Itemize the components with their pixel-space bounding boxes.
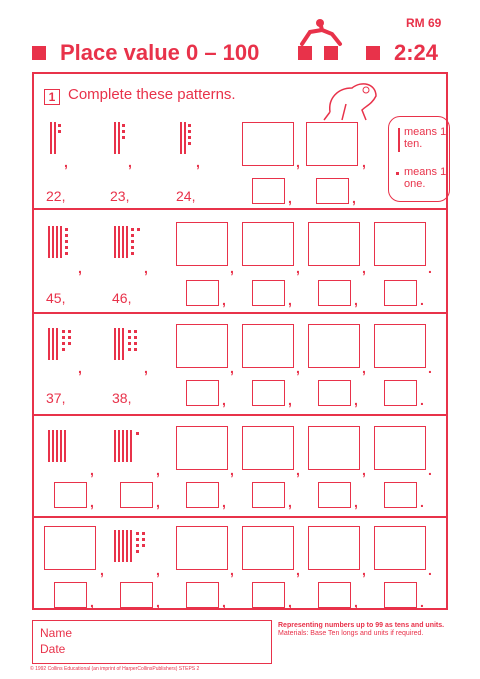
comma: . xyxy=(420,594,424,610)
comma: , xyxy=(288,594,292,610)
number-label: 23, xyxy=(110,188,130,204)
comma: , xyxy=(362,260,366,276)
answer-box[interactable] xyxy=(374,426,426,470)
ten-stick xyxy=(126,226,128,258)
ten-stick xyxy=(184,122,186,154)
page-code: RM 69 xyxy=(406,16,442,30)
ten-stick xyxy=(52,328,54,360)
legend-ten: means 1 ten. xyxy=(404,126,447,150)
number-label: 38, xyxy=(112,390,132,406)
answer-box-small[interactable] xyxy=(186,482,219,508)
question-number: 1 xyxy=(44,89,60,105)
answer-box[interactable] xyxy=(242,122,294,166)
comma: . xyxy=(428,260,432,276)
one-dot-icon xyxy=(396,172,399,175)
unit-dot xyxy=(68,342,71,345)
answer-box-small[interactable] xyxy=(54,482,87,508)
ten-stick xyxy=(50,122,52,154)
unit-dot xyxy=(68,336,71,339)
comma: , xyxy=(196,154,200,170)
unit-dot xyxy=(128,342,131,345)
answer-box-small[interactable] xyxy=(384,380,417,406)
ten-stick xyxy=(122,226,124,258)
number-label: 46, xyxy=(112,290,132,306)
name-label[interactable]: Name xyxy=(40,626,73,640)
ten-stick xyxy=(114,328,116,360)
ten-stick xyxy=(114,530,116,562)
answer-box-small[interactable] xyxy=(318,380,351,406)
answer-box[interactable] xyxy=(242,526,294,570)
comma: , xyxy=(352,190,356,206)
comma: , xyxy=(222,494,226,510)
unit-dot xyxy=(134,348,137,351)
ten-stick xyxy=(118,430,120,462)
answer-box[interactable] xyxy=(176,426,228,470)
answer-box-small[interactable] xyxy=(120,582,153,608)
comma: , xyxy=(144,260,148,276)
ten-stick xyxy=(118,530,120,562)
unit-dot xyxy=(188,124,191,127)
unit-dot xyxy=(62,348,65,351)
ten-stick xyxy=(48,328,50,360)
unit-dot xyxy=(188,142,191,145)
row-divider xyxy=(32,516,448,518)
answer-box-small[interactable] xyxy=(318,280,351,306)
comma: , xyxy=(144,360,148,376)
answer-box-small[interactable] xyxy=(252,280,285,306)
ten-stick xyxy=(52,226,54,258)
time-code: 2:24 xyxy=(394,40,439,65)
unit-dot xyxy=(142,532,145,535)
unit-dot xyxy=(128,348,131,351)
answer-box-small[interactable] xyxy=(252,582,285,608)
comma: , xyxy=(362,462,366,478)
copyright: © 1992 Collins Educational (an imprint of HarperCollinsPublishers) STEPS 2 xyxy=(30,666,200,672)
row-divider xyxy=(32,312,448,314)
unit-dot xyxy=(62,342,65,345)
comma: , xyxy=(354,392,358,408)
answer-box[interactable] xyxy=(306,122,358,166)
unit-dot xyxy=(65,252,68,255)
answer-box[interactable] xyxy=(374,526,426,570)
comma: , xyxy=(90,594,94,610)
unit-dot xyxy=(188,136,191,139)
comma: , xyxy=(296,154,300,170)
answer-box-small[interactable] xyxy=(252,482,285,508)
answer-box[interactable] xyxy=(308,222,360,266)
unit-dot xyxy=(131,240,134,243)
comma: , xyxy=(362,562,366,578)
ten-stick xyxy=(114,430,116,462)
ten-stick xyxy=(56,226,58,258)
answer-box-small[interactable] xyxy=(186,582,219,608)
comma: , xyxy=(222,594,226,610)
ten-stick xyxy=(64,430,66,462)
comma: , xyxy=(222,292,226,308)
answer-box-small[interactable] xyxy=(384,482,417,508)
title-square-left xyxy=(32,46,46,60)
answer-box[interactable] xyxy=(176,324,228,368)
comma: , xyxy=(156,494,160,510)
comma: , xyxy=(362,360,366,376)
comma: . xyxy=(420,392,424,408)
unit-dot xyxy=(65,246,68,249)
comma: , xyxy=(90,494,94,510)
comma: , xyxy=(128,154,132,170)
comma: , xyxy=(296,562,300,578)
answer-box-small[interactable] xyxy=(316,178,349,204)
unit-dot xyxy=(142,544,145,547)
unit-dot xyxy=(58,124,61,127)
unit-dot xyxy=(136,550,139,553)
unit-dot xyxy=(142,538,145,541)
comma: , xyxy=(230,360,234,376)
comma: , xyxy=(156,594,160,610)
ten-stick xyxy=(122,328,124,360)
answer-box[interactable] xyxy=(374,324,426,368)
answer-box-small[interactable] xyxy=(384,582,417,608)
unit-dot xyxy=(137,228,140,231)
ten-stick xyxy=(56,430,58,462)
answer-box-small[interactable] xyxy=(186,280,219,306)
answer-box[interactable] xyxy=(374,222,426,266)
answer-box-small[interactable] xyxy=(186,380,219,406)
comma: , xyxy=(296,260,300,276)
comma: , xyxy=(100,562,104,578)
number-label: 45, xyxy=(46,290,66,306)
unit-dot xyxy=(122,124,125,127)
comma: , xyxy=(64,154,68,170)
comma: , xyxy=(156,562,160,578)
comma: , xyxy=(296,360,300,376)
comma: . xyxy=(420,494,424,510)
comma: , xyxy=(222,392,226,408)
ten-stick-icon xyxy=(398,128,400,152)
answer-box[interactable] xyxy=(242,324,294,368)
answer-box-small[interactable] xyxy=(318,582,351,608)
unit-dot xyxy=(58,130,61,133)
unit-dot xyxy=(65,240,68,243)
ten-stick xyxy=(48,226,50,258)
frog-icon xyxy=(322,74,382,124)
row-divider xyxy=(32,414,448,416)
comma: , xyxy=(288,190,292,206)
ten-stick xyxy=(118,328,120,360)
ten-stick xyxy=(52,430,54,462)
title-square xyxy=(298,46,312,60)
ten-stick xyxy=(48,430,50,462)
answer-box-small[interactable] xyxy=(252,178,285,204)
number-label: 37, xyxy=(46,390,66,406)
answer-box[interactable] xyxy=(176,526,228,570)
comma: , xyxy=(354,494,358,510)
comma: . xyxy=(428,562,432,578)
unit-dot xyxy=(62,330,65,333)
answer-box-small[interactable] xyxy=(120,482,153,508)
answer-box[interactable] xyxy=(176,222,228,266)
comma: , xyxy=(230,260,234,276)
comma: , xyxy=(230,462,234,478)
answer-box-small[interactable] xyxy=(384,280,417,306)
comma: , xyxy=(156,462,160,478)
unit-dot xyxy=(65,228,68,231)
comma: , xyxy=(90,462,94,478)
ten-stick xyxy=(126,530,128,562)
answer-box-small[interactable] xyxy=(318,482,351,508)
unit-dot xyxy=(68,330,71,333)
answer-box[interactable] xyxy=(308,426,360,470)
teacher-note xyxy=(278,622,454,638)
comma: , xyxy=(354,292,358,308)
answer-box[interactable] xyxy=(44,526,96,570)
comma: . xyxy=(428,360,432,376)
unit-dot xyxy=(134,342,137,345)
ten-stick xyxy=(130,430,132,462)
title-square xyxy=(366,46,380,60)
comma: , xyxy=(230,562,234,578)
unit-dot xyxy=(62,336,65,339)
number-label: 24, xyxy=(176,188,196,204)
unit-dot xyxy=(131,252,134,255)
question-text: Complete these patterns. xyxy=(68,86,236,103)
ten-stick xyxy=(114,226,116,258)
unit-dot xyxy=(128,330,131,333)
answer-box[interactable] xyxy=(242,222,294,266)
comma: , xyxy=(362,154,366,170)
answer-box[interactable] xyxy=(308,526,360,570)
unit-dot xyxy=(136,532,139,535)
ten-stick xyxy=(60,226,62,258)
title-square xyxy=(324,46,338,60)
unit-dot xyxy=(134,330,137,333)
unit-dot xyxy=(136,538,139,541)
answer-box-small[interactable] xyxy=(252,380,285,406)
comma: , xyxy=(296,462,300,478)
unit-dot xyxy=(122,130,125,133)
unit-dot xyxy=(65,234,68,237)
comma: , xyxy=(78,360,82,376)
comma: . xyxy=(420,292,424,308)
ten-stick xyxy=(118,122,120,154)
unit-dot xyxy=(136,544,139,547)
unit-dot xyxy=(134,336,137,339)
comma: , xyxy=(78,260,82,276)
ten-stick xyxy=(180,122,182,154)
ten-stick xyxy=(130,530,132,562)
note-body: Materials: Base Ten longs and units if required. xyxy=(278,630,424,637)
comma: . xyxy=(428,462,432,478)
answer-box[interactable] xyxy=(308,324,360,368)
ten-stick xyxy=(118,226,120,258)
answer-box[interactable] xyxy=(242,426,294,470)
unit-dot xyxy=(188,130,191,133)
date-label[interactable]: Date xyxy=(40,642,66,656)
ten-stick xyxy=(122,430,124,462)
answer-box-small[interactable] xyxy=(54,582,87,608)
unit-dot xyxy=(122,136,125,139)
climbing-figure-icon xyxy=(296,18,346,48)
unit-dot xyxy=(136,432,139,435)
unit-dot xyxy=(131,246,134,249)
ten-stick xyxy=(54,122,56,154)
unit-dot xyxy=(131,234,134,237)
number-label: 22, xyxy=(46,188,66,204)
ten-stick xyxy=(122,530,124,562)
comma: , xyxy=(288,292,292,308)
ten-stick xyxy=(56,328,58,360)
unit-dot xyxy=(131,228,134,231)
ten-stick xyxy=(114,122,116,154)
page-title: Place value 0 – 100 xyxy=(60,40,260,65)
unit-dot xyxy=(128,336,131,339)
ten-stick xyxy=(60,430,62,462)
note-title: Representing numbers up to 99 as tens and units. xyxy=(278,622,445,629)
comma: , xyxy=(288,494,292,510)
comma: , xyxy=(354,594,358,610)
legend-one: means 1 one. xyxy=(404,166,447,190)
row-divider xyxy=(32,208,448,210)
comma: , xyxy=(288,392,292,408)
ten-stick xyxy=(126,430,128,462)
